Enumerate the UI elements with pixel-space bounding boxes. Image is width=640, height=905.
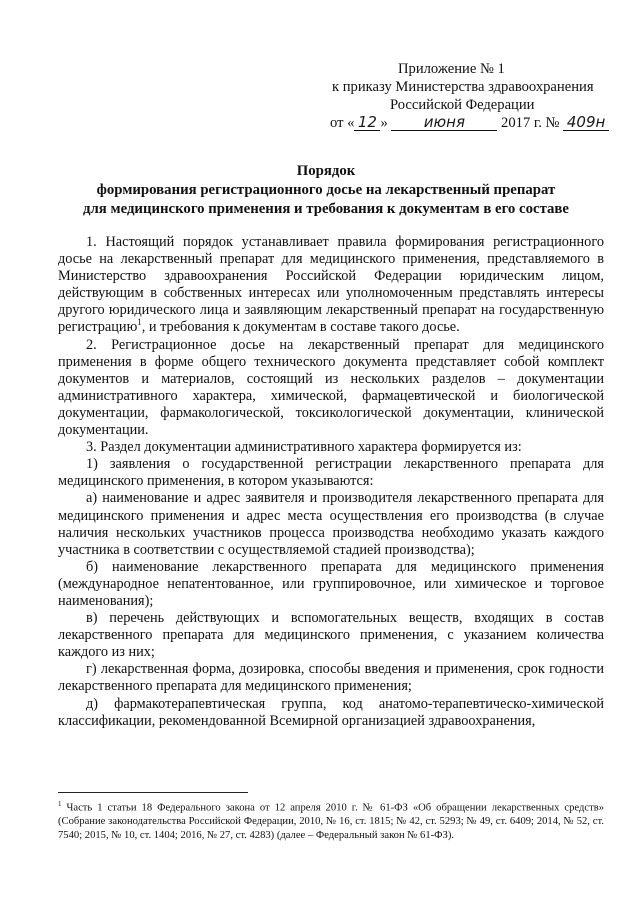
appendix-date-line xyxy=(330,114,620,136)
paragraph-6: б) наименование лекарственного препарата для медицинского применения (международное непатентованное, или группировочное, или химическое и торговое наименования); xyxy=(58,558,604,609)
appendix-order-ref: к приказу Министерства здравоохранения xyxy=(332,79,594,95)
title-line-3: для медицинского применения и требования к документам в его составе xyxy=(83,201,569,217)
appendix-header xyxy=(330,60,620,136)
footnote xyxy=(58,798,604,842)
appendix-country: Российской Федерации xyxy=(390,97,535,113)
paragraph-7: в) перечень действующих и вспомогательных веществ, входящих в состав лекарственного препарата для медицинского применения, с указанием количества каждого из них; xyxy=(58,610,604,661)
title-line-1: Порядок xyxy=(296,163,356,179)
handwritten-month: июня xyxy=(391,114,497,131)
paragraph-2: 2. Регистрационное досье на лекарственный препарат для медицинского применения в форме общего технического документа представляет собой комплект документов и материалов, состоящий из нескольких разделов – документации административного характера, химической, фармацевтической и биологической документации, фармакологической, токсикологической документации, клинической документации. xyxy=(58,336,604,439)
date-prefix: от « xyxy=(330,115,355,131)
footnote-divider xyxy=(58,792,248,793)
document-title xyxy=(50,162,602,219)
handwritten-order-number: 409н xyxy=(563,114,609,131)
paragraph-3: 3. Раздел документации административного характера формируется из: xyxy=(86,439,522,456)
year-number-label: 2017 г. № xyxy=(501,115,560,131)
document-body xyxy=(58,234,604,730)
paragraph-4: 1) заявления о государственной регистрации лекарственного препарата для медицинского применения, в котором указываются: xyxy=(58,456,604,490)
appendix-number: Приложение № 1 xyxy=(398,61,505,77)
footnote-marker: 1 xyxy=(58,800,62,808)
footnote-text: Часть 1 статьи 18 Федерального закона от 12 апреля 2010 г. № 61-ФЗ «Об обращении лекарственных средств» (Собрание законодательства Российской Федерации, 2010, № 16, ст. 1815; № 42, ст. 5293; № 49, ст. 6409; 2014, № 52, ст. 7540; 2015, № 10, ст. 1404; 2016, № 27, ст. 4283) (далее – Федеральный закон № 61-ФЗ). xyxy=(58,802,604,841)
footnote-ref: 1 xyxy=(137,317,142,328)
paragraph-8: г) лекарственная форма, дозировка, способы введения и применения, срок годности лекарственного препарата для медицинского применения; xyxy=(58,661,604,695)
title-line-2: формирования регистрационного досье на лекарственный препарат xyxy=(96,182,556,198)
paragraph-5: а) наименование и адрес заявителя и производителя лекарственного препарата для медицинского применения и адрес места осуществления его производства (в случае наличия нескольких участников процесса производства необходимо указать каждого участника в соответствии с осуществляемой стадией производства); xyxy=(58,490,604,558)
date-quote-close: » xyxy=(380,115,388,131)
paragraph-9: д) фармакотерапевтическая группа, код анатомо-терапевтическо-химической классификации, рекомендованной Всемирной организацией здравоохранения, xyxy=(58,695,604,729)
handwritten-day: 12 xyxy=(354,114,380,131)
paragraph-1-text: 1. Настоящий порядок устанавливает правила формирования регистрационного досье на лекарственный препарат для медицинского применения, представляемого в Министерство здравоохранения Российской Федерации юридическим лицом, действующим в собственных интересах или уполномоченным представлять интересы другого юридического лица и заявляющим лекарственный препарат на государственную регистрацию xyxy=(58,234,604,336)
paragraph-1 xyxy=(58,234,604,337)
paragraph-1-tail: , и требования к документам в составе такого досье. xyxy=(141,319,460,336)
footnote-text-block xyxy=(58,798,604,842)
